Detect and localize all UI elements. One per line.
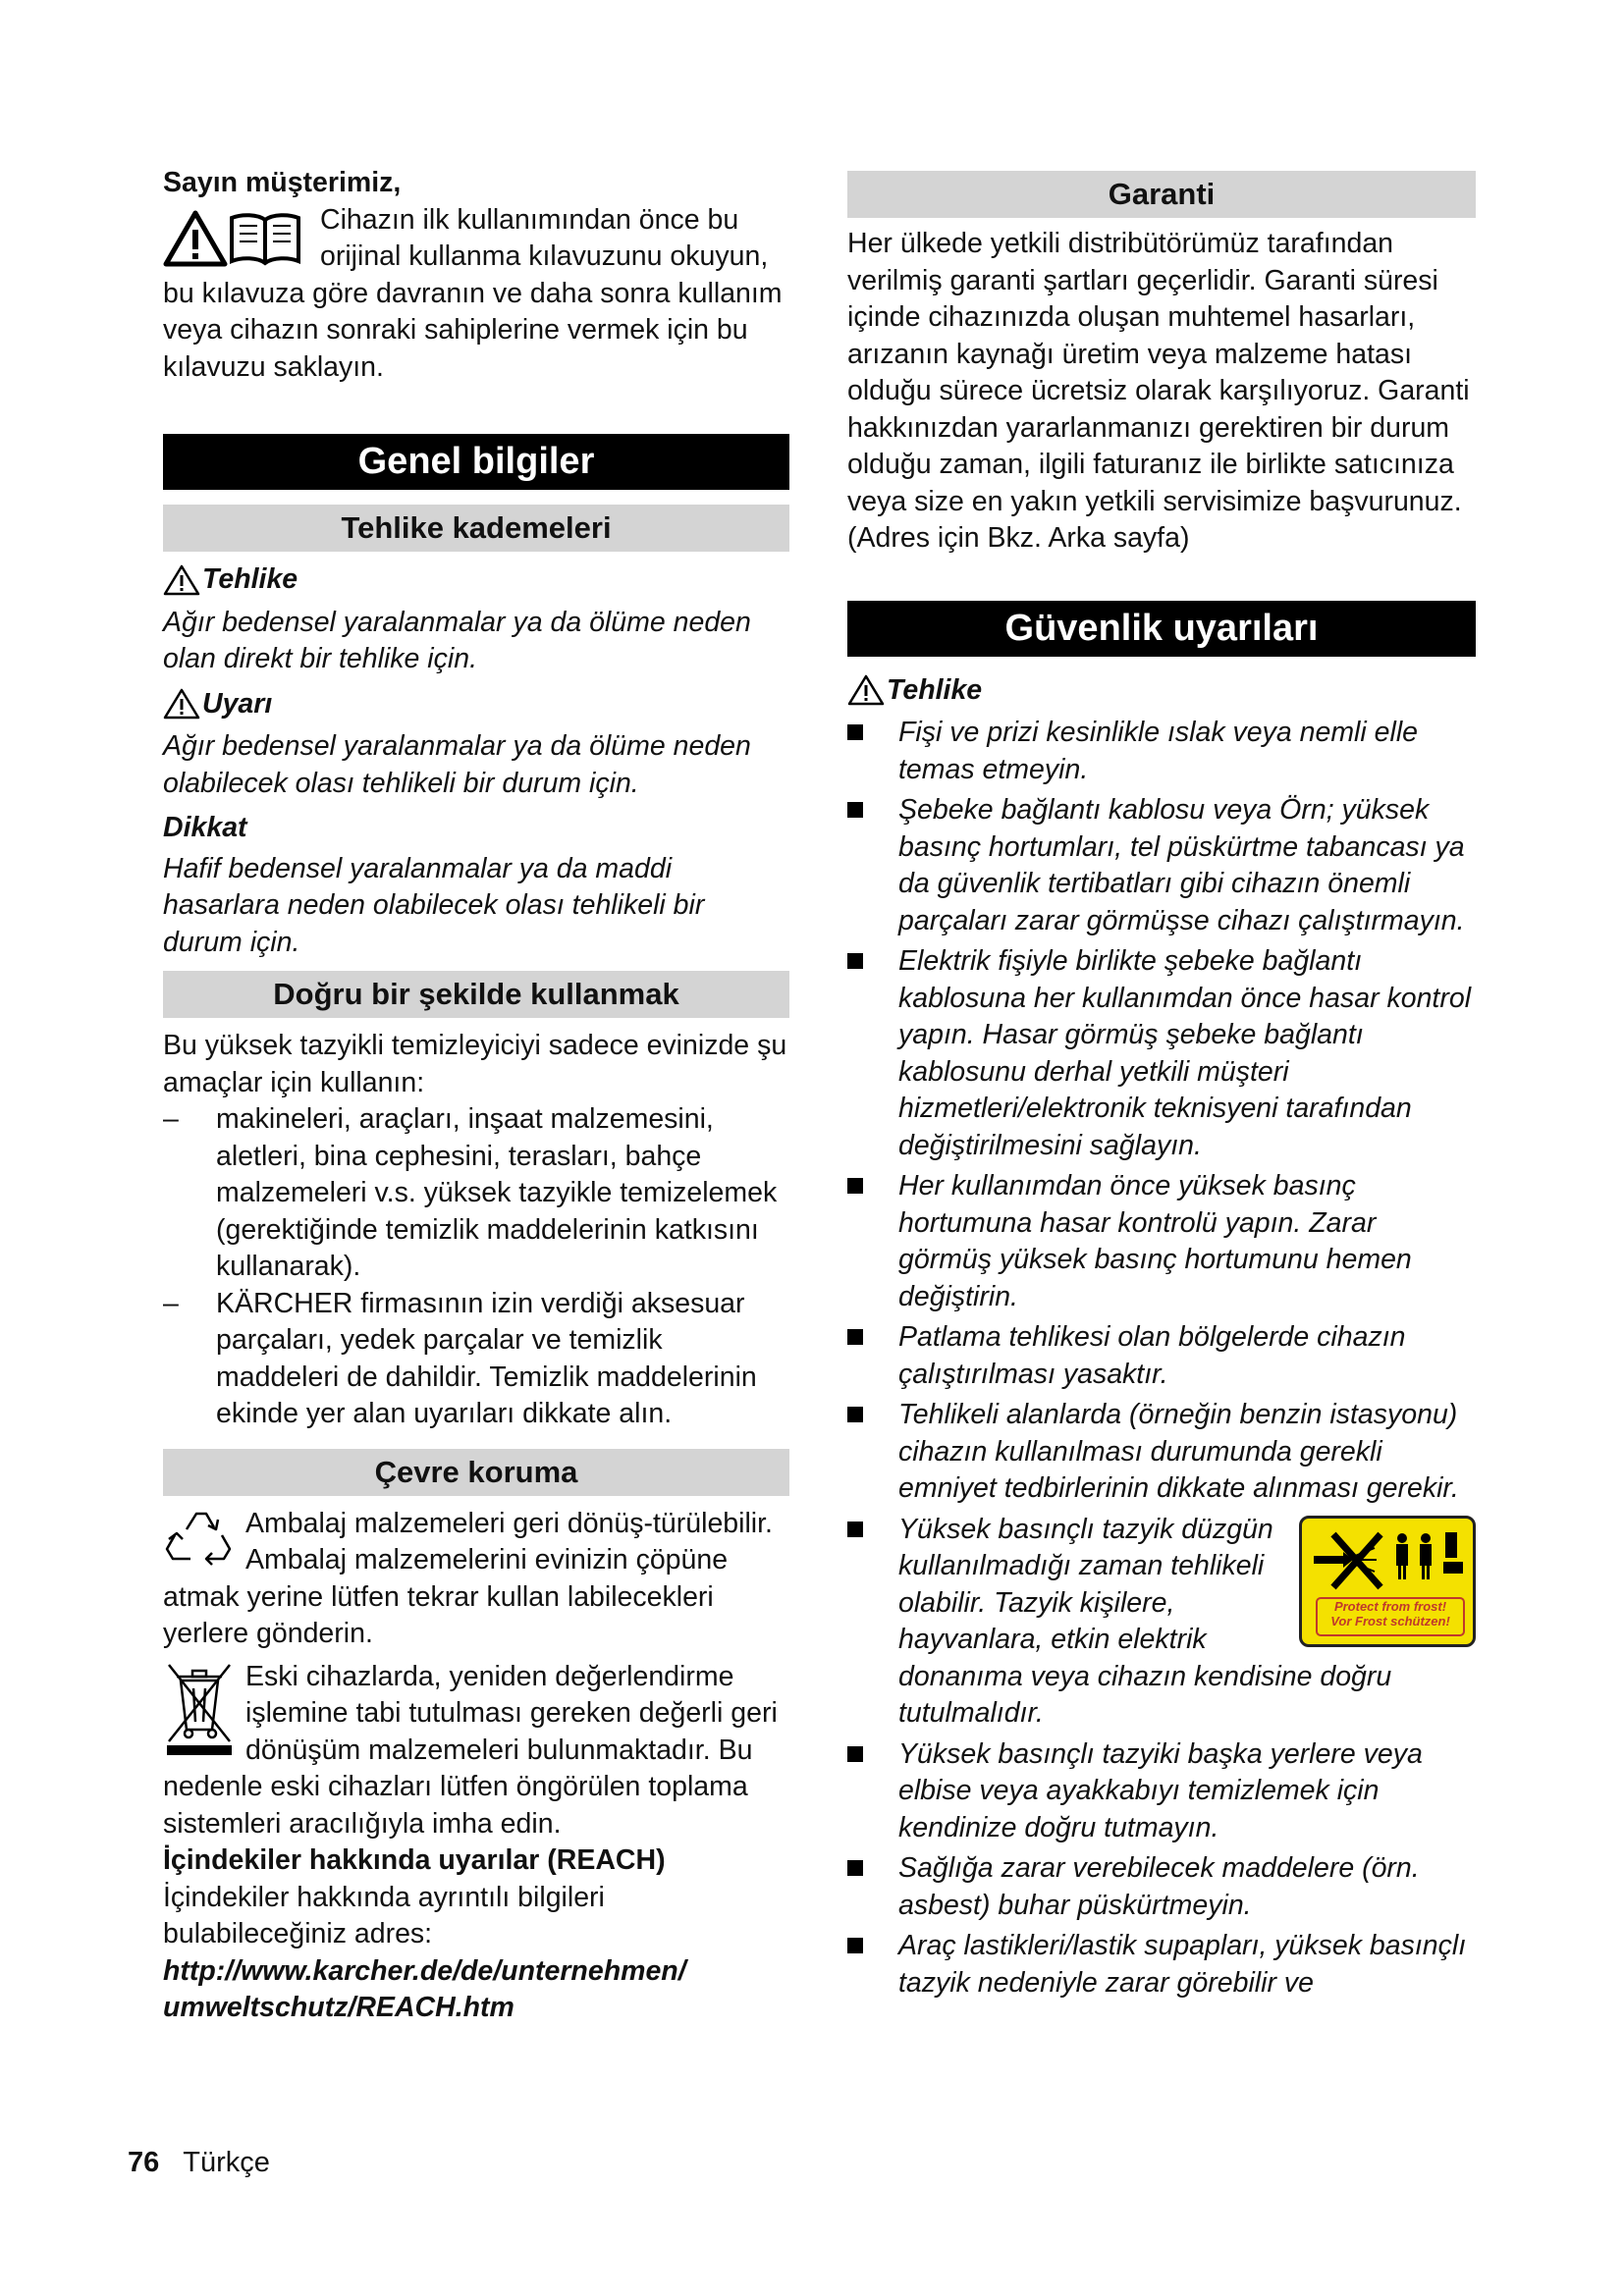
intro-text: bu kılavuza göre davranın ve daha sonra kullanım veya cihazın sonraki sahiplerine vermek için bu kılavuzu saklayın.: [163, 277, 783, 383]
list-item: [847, 1168, 1476, 1315]
salutation: Sayın müşterimiz,: [163, 167, 402, 198]
warning-triangle-icon: [163, 688, 200, 720]
warranty-address-note: (Adres için Bkz. Arka sayfa): [847, 522, 1190, 554]
bullet-square-icon: [847, 1397, 898, 1508]
caution-text: Hafif bedensel yaralanmalar ya da maddi hasarlara neden olabilecek olası tehlikeli bir durum için.: [163, 852, 705, 958]
list-item-text: Sağlığa zarar verebilecek maddelere (örn. asbest) buhar püskürtmeyin.: [898, 1852, 1420, 1921]
list-dash: –: [163, 1103, 179, 1135]
list-item-text: Elektrik fişiyle birlikte şebeke bağlantı kablosuna her kullanımdan önce hasar kontrol yapın. Hasar görmüş şebeke bağlantı kablosunu derhal yetkili müşteri hizmetleri/elektronik teknisyeni tarafından değiştirilmesini sağlayın.: [898, 945, 1472, 1161]
crossed-out-bin-icon: [163, 1659, 236, 1757]
old-devices-text: Eski cihazlarda, yeniden değerlendirme işlemine tabi tutulması gereken değerli geri dönüşüm malzemeleri bulunmaktadır. Bu nedenle eski cihazları lütfen öngörülen toplama sistemleri aracılığıyla imha edin.: [163, 1660, 778, 1840]
bullet-square-icon: [847, 943, 898, 1164]
caution-label: Dikkat: [163, 812, 247, 843]
warning-label-text: Uyarı: [202, 687, 273, 720]
frost-label-line-2: Vor Frost schützen!: [1330, 1613, 1450, 1629]
packaging-text: Ambalaj malzemeleri geri dönüş-türülebilir. Ambalaj malzemelerini evinizin çöpüne atmak yerine lütfen tekrar kullan labilecekleri yerlere gönderin.: [163, 1507, 773, 1649]
list-item-text: Şebeke bağlantı kablosu veya Örn; yüksek basınç hortumları, tel püskürtme tabancası ya da güvenlik tertibatları gibi cihazın önemli parçaları zarar görmüşse cihazı çalıştırmayın.: [898, 794, 1465, 936]
list-item-text: Yüksek basınçlı tazyiki başka yerlere veya elbise veya ayakkabıyı temizlemek için kendinize doğru tutmayın.: [898, 1737, 1423, 1843]
bullet-square-icon: [847, 1319, 898, 1393]
warning-label: [163, 686, 789, 723]
frost-warning-label: [1299, 1516, 1476, 1647]
bullet-square-icon: [847, 1512, 898, 1733]
subsection-title-tehlike-kademeleri: Tehlike kademeleri: [163, 505, 789, 552]
list-dash: –: [163, 1287, 179, 1319]
list-item-text: Her kullanımdan önce yüksek basınç hortumuna hasar kontrolü yapın. Zarar görmüş yüksek basınç hortumunu hemen değiştirin.: [898, 1170, 1412, 1312]
section-title-genel-bilgiler: Genel bilgiler: [163, 434, 789, 490]
old-devices-paragraph: [163, 1659, 789, 1843]
bullet-square-icon: [847, 1850, 898, 1924]
packaging-paragraph: [163, 1506, 789, 1653]
list-item: [847, 1397, 1476, 1508]
danger-text: Ağır bedensel yaralanmalar ya da ölüme neden olan direkt bir tehlike için.: [163, 606, 751, 674]
list-item: [847, 1850, 1476, 1924]
no-spray-at-people-icon: [1306, 1522, 1473, 1601]
reach-link-line-1[interactable]: http://www.karcher.de/de/unternehmen/: [163, 1954, 686, 1987]
reach-text: İçindekiler hakkında ayrıntılı bilgileri bulabileceğiniz adres:: [163, 1881, 605, 1949]
intro-first-lines: [163, 202, 789, 276]
bullet-square-icon: [847, 1736, 898, 1847]
recycle-icon: [163, 1506, 236, 1571]
list-item: [847, 1319, 1476, 1393]
warning-text: Ağır bedensel yaralanmalar ya da ölüme neden olabilecek olası tehlikeli bir durum için.: [163, 730, 751, 799]
warning-triangle-icon: [163, 210, 228, 267]
bullet-square-icon: [847, 1928, 898, 2002]
subsection-title-cevre-koruma: Çevre koruma: [163, 1449, 789, 1496]
list-item: [847, 943, 1476, 1164]
list-item-text: Araç lastikleri/lastik supapları, yüksek basınçlı tazyik nedeniyle zarar görebilir ve: [898, 1930, 1467, 1999]
warranty-text: Her ülkede yetkili distribütörümüz tarafından verilmiş garanti şartları geçerlidir. Garanti süresi içinde cihazınızda oluşan muhtemel hasarları, arızanın kaynağı üretim veya malzeme hatası olduğu sürece ücretsiz olarak karşılıyoruz. Garanti hakkınızdan yararlanmanızı gerektiren bir durum olduğu zaman, ilgili faturanız ile birlikte satıcınıza veya size en yakın yetkili servisimize başvurunuz.: [847, 228, 1470, 517]
warning-triangle-icon: [163, 564, 200, 596]
list-item: [847, 1736, 1476, 1847]
list-item-text: Tehlikeli alanlarda (örneğin benzin istasyonu) cihazın kullanılması durumunda gerekli emniyet tedbirlerinin dikkate alınması gerekir.: [898, 1399, 1459, 1504]
safety-danger-label-text: Tehlike: [887, 673, 983, 706]
frost-label-text: [1316, 1597, 1465, 1636]
right-column: [847, 165, 1476, 2005]
list-item-text: KÄRCHER firmasının izin verdiği aksesuar parçaları, yedek parçalar ve temizlik maddeleri de dahildir. Temizlik maddelerinin ekinde yer alan uyarıları dikkate alın.: [216, 1287, 757, 1429]
danger-label: [163, 561, 789, 599]
book-icon: [228, 210, 302, 267]
list-item: [847, 792, 1476, 939]
list-item-with-label: [898, 1512, 1476, 1733]
list-item: [847, 1928, 1476, 2002]
list-item: [847, 1512, 1476, 1733]
warning-triangle-icon: [847, 674, 885, 706]
reach-link-line-2[interactable]: umweltschutz/REACH.htm: [163, 1992, 514, 2023]
subsection-title-dogru-kullanim: Doğru bir şekilde kullanmak: [163, 971, 789, 1018]
bullet-square-icon: [847, 715, 898, 788]
bullet-square-icon: [847, 792, 898, 939]
left-column: [163, 165, 789, 2027]
reach-title: İçindekiler hakkında uyarılar (REACH): [163, 1844, 666, 1876]
footer-language: Türkçe: [183, 2147, 270, 2178]
page-number: 76: [128, 2147, 160, 2178]
page-footer: [128, 2145, 270, 2182]
read-manual-symbol: [163, 202, 320, 276]
safety-danger-label: [847, 672, 1476, 710]
list-item-text: Yüksek basınçlı tazyik düzgün kullanılmadığı zaman tehlikeli olabilir. Tazyik kişilere, hayvanlara, etkin elektrik donanıma veya cihazın kendisine doğru tutulmalıdır.: [898, 1513, 1392, 1729]
list-item-text: Patlama tehlikesi olan bölgelerde cihazın çalıştırılması yasaktır.: [898, 1321, 1406, 1390]
intro-line-2: orijinal kullanma kılavuzunu okuyun,: [320, 240, 769, 272]
section-title-garanti: Garanti: [847, 171, 1476, 218]
list-item: [163, 1286, 789, 1433]
section-title-guvenlik-uyarilari: Güvenlik uyarıları: [847, 601, 1476, 657]
frost-label-line-1: Protect from frost!: [1333, 1598, 1447, 1614]
list-item-text: makineleri, araçları, inşaat malzemesini, aletleri, bina cephesini, terasları, bahçe malzemeleri v.s. yüksek tazyikle temizelemek (gerektiğinde temizlik maddelerinin katkısını kullanarak).: [216, 1103, 778, 1282]
list-item-text: Fişi ve prizi kesinlikle ıslak veya nemli elle temas etmeyin.: [898, 717, 1419, 785]
bullet-square-icon: [847, 1168, 898, 1315]
safety-list: [847, 715, 1476, 2002]
intro-line-1: Cihazın ilk kullanımından önce bu: [320, 203, 739, 236]
list-item: [847, 715, 1476, 788]
danger-label-text: Tehlike: [202, 563, 298, 595]
list-item: [163, 1101, 789, 1286]
intended-use-intro: Bu yüksek tazyikli temizleyiciyi sadece evinizde şu amaçlar için kullanın:: [163, 1030, 787, 1098]
